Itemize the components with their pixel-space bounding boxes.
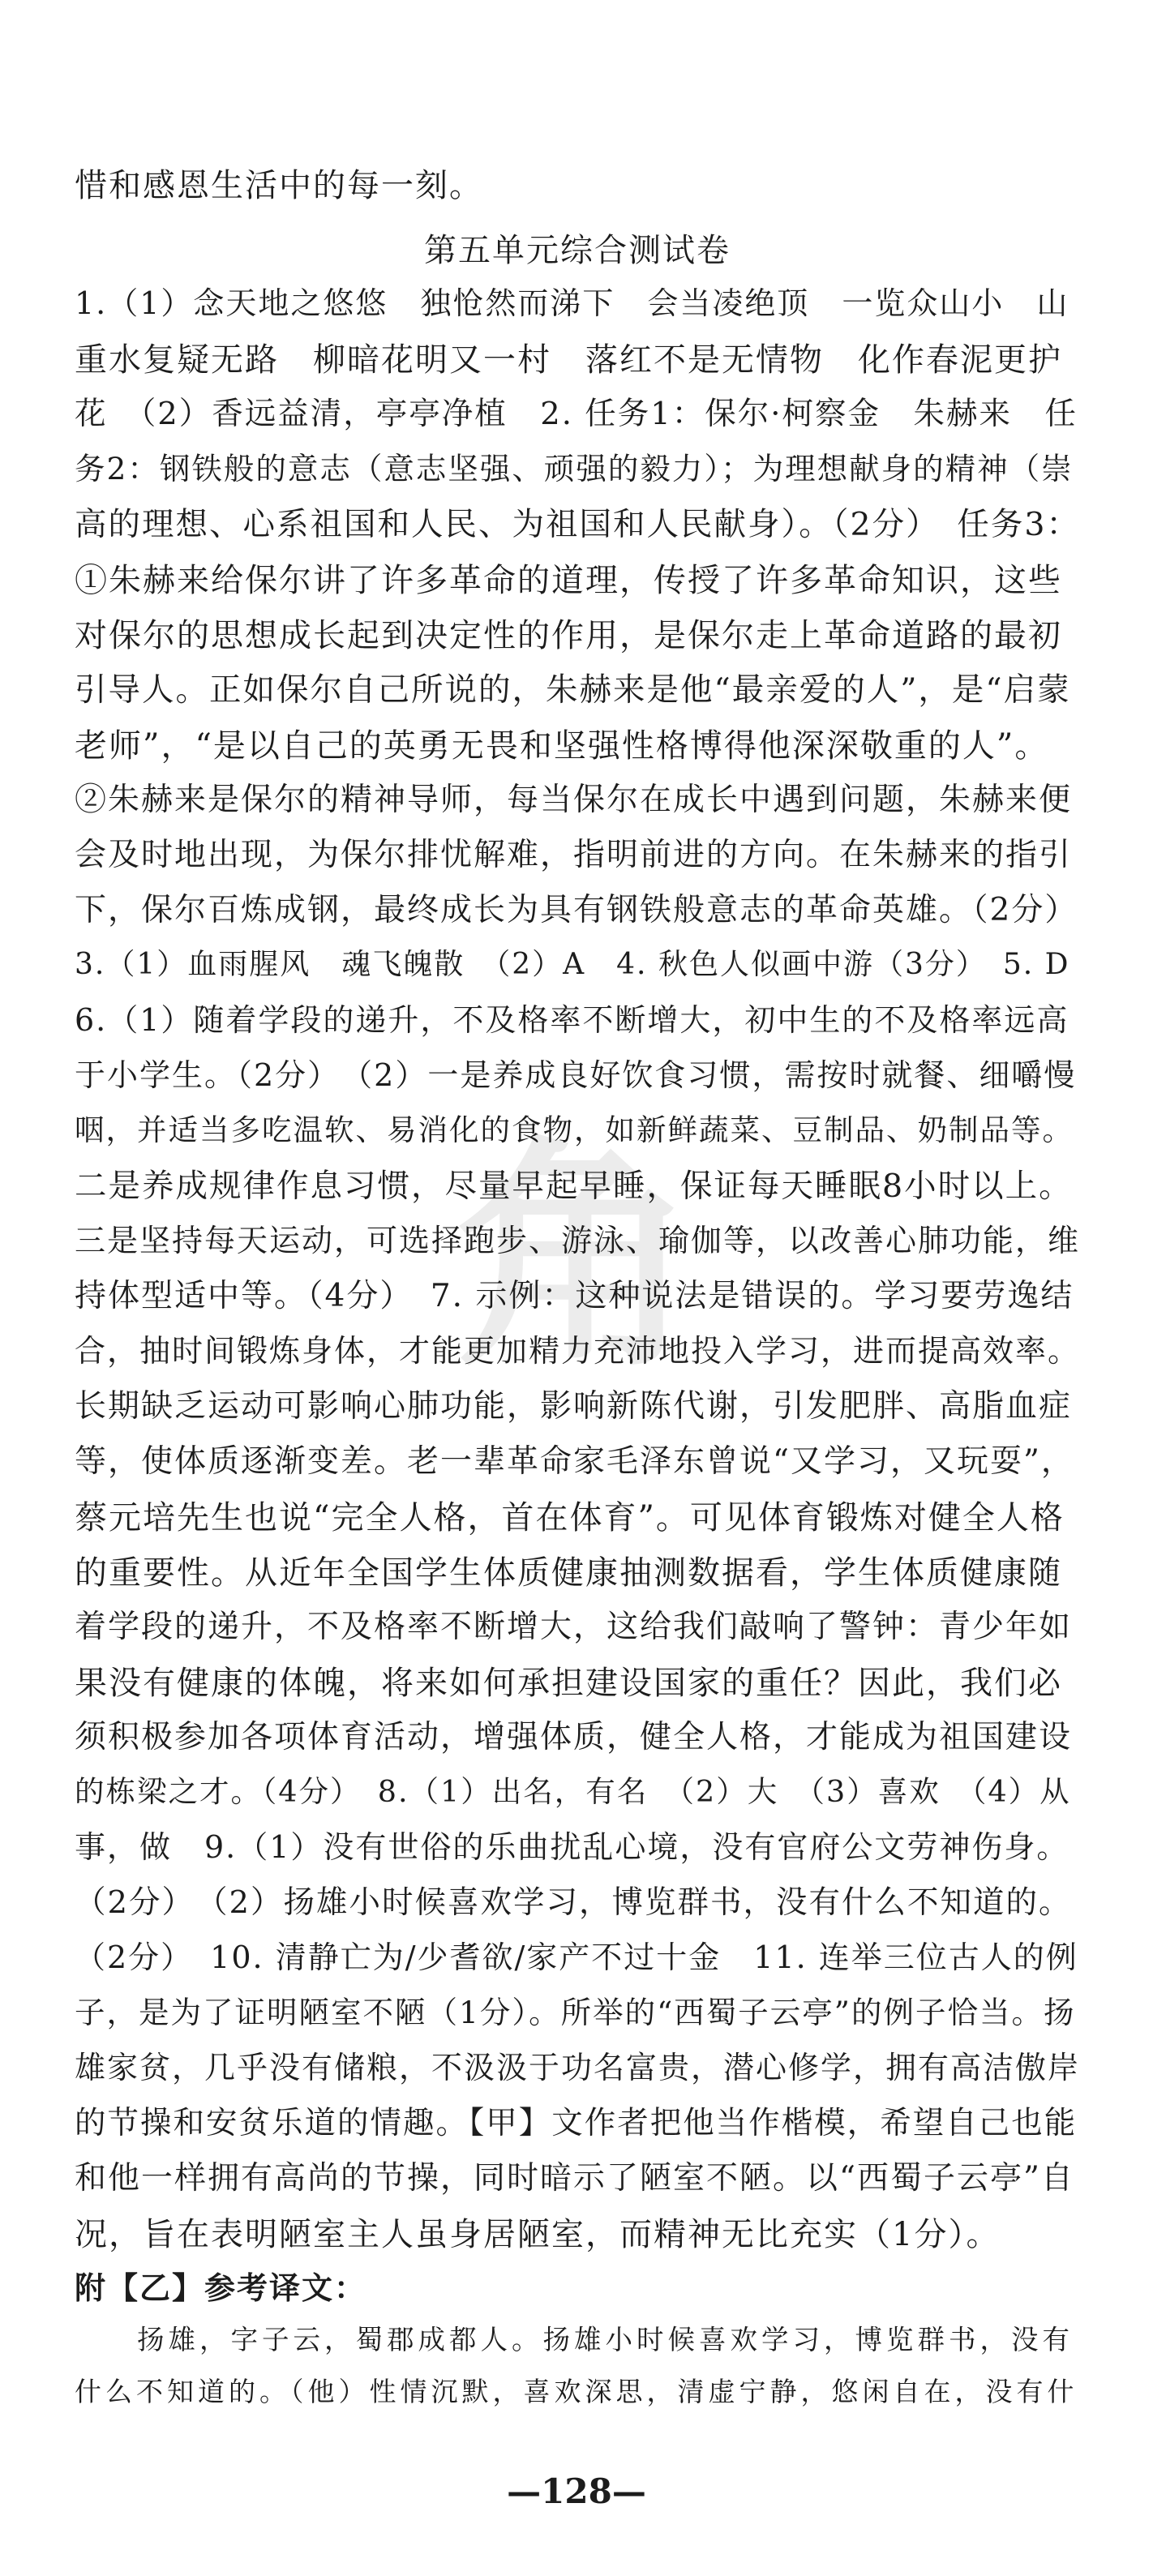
text-line: 须积极参加各项体育活动，增强体质，健全人格，才能成为祖国建设 xyxy=(75,1719,1073,1755)
text-line: 惜和感恩生活中的每一刻。 xyxy=(75,167,483,204)
text-line: 果没有健康的体魄，将来如何承担建设国家的重任？因此，我们必 xyxy=(75,1665,1062,1702)
text-line: 会及时地出现，为保尔排忧解难，指明前进的方向。在朱赫来的指引 xyxy=(75,837,1073,873)
translation-line: 什么不知道的。（他）性情沉默，喜欢深思，清虚宁静，悠闲自在，没有什 xyxy=(75,2376,1078,2407)
text-line: ②朱赫来是保尔的精神导师，每当保尔在成长中遇到问题，朱赫来便 xyxy=(75,782,1073,818)
text-line: 于小学生。（2分） （2）一是养成良好饮食习惯，需按时就餐、细嚼慢 xyxy=(75,1057,1077,1093)
text-line: 咽，并适当多吃温软、易消化的食物，如新鲜蔬菜、豆制品、奶制品等。 xyxy=(75,1112,1074,1147)
text-line: 和他一样拥有高尚的节操，同时暗示了陋室不陋。以“西蜀子云亭”自 xyxy=(75,2160,1074,2197)
appendix-heading: 附【乙】参考译文： xyxy=(75,2270,367,2306)
text-line: 等，使体质逐渐变差。老一辈革命家毛泽东曾说“又学习，又玩耍”， xyxy=(75,1443,1074,1480)
text-line: 对保尔的思想成长起到决定性的作用，是保尔走上革命道路的最初 xyxy=(75,617,1062,654)
text-line: 重水复疑无路 柳暗花明又一村 落红不是无情物 化作春泥更护 xyxy=(75,341,1062,379)
text-line: 持体型适中等。（4分） 7. 示例：这种说法是错误的。学习要劳逸结 xyxy=(75,1278,1074,1314)
text-line: 的栋梁之才。（4分） 8.（1）出名，有名 （2）大 （3）喜欢 （4）从 xyxy=(75,1774,1071,1809)
page-number: —128— xyxy=(507,2471,646,2511)
text-line: 6.（1）随着学段的递升，不及格率不断增大，初中生的不及格率远高 xyxy=(75,1002,1069,1038)
text-line: 3.（1）血雨腥风 魂飞魄散 （2）A 4. 秋色人似画中游（3分） 5. D xyxy=(75,948,1070,981)
text-line: 下，保尔百炼成钢，最终成长为具有钢铁般意志的革命英雄。（2分） xyxy=(75,892,1078,928)
text-line: 老师”，“是以自己的英勇无畏和坚强性格博得他深深敬重的人”。 xyxy=(75,727,1049,765)
text-line: 高的理想、心系祖国和人民、为祖国和人民献身）。（2分） 任务3： xyxy=(75,506,1081,543)
text-line: 三是坚持每天运动，可选择跑步、游泳、瑜伽等，以改善心肺功能，维 xyxy=(75,1223,1081,1258)
watermark: 角 xyxy=(454,1113,697,1399)
text-line: 子，是为了证明陋室不陋（1分）。所举的“西蜀子云亭”的例子恰当。扬 xyxy=(75,1995,1076,2030)
text-line: 的节操和安贫乐道的情趣。【甲】文作者把他当作楷模，希望自己也能 xyxy=(75,2105,1078,2141)
text-line: 二是养成规律作息习惯，尽量早起早睡，保证每天睡眠8小时以上。 xyxy=(75,1168,1073,1205)
text-line: 引导人。正如保尔自己所说的，朱赫来是他“最亲爱的人”，是“启蒙 xyxy=(75,671,1071,709)
text-line: 1.（1）念天地之悠悠 独怆然而涕下 会当凌绝顶 一览众山小 山 xyxy=(75,285,1069,321)
text-line: 务2：钢铁般的意志（意志坚强、顽强的毅力）；为理想献身的精神（崇 xyxy=(75,451,1074,486)
text-line: 事，做 9.（1）没有世俗的乐曲扰乱心境，没有官府公文劳神伤身。 xyxy=(75,1829,1069,1865)
text-line: 着学段的递升，不及格率不断增大，这给我们敲响了警钟：青少年如 xyxy=(75,1609,1073,1645)
text-line: 蔡元培先生也说“完全人格，首在体育”。可见体育锻炼对健全人格 xyxy=(75,1499,1065,1537)
text-line: 合，抽时间锻炼身体，才能更加精力充沛地投入学习，进而提高效率。 xyxy=(75,1333,1081,1369)
text-line: 花 （2）香远益清，亭亭净植 2. 任务1：保尔·柯察金 朱赫来 任 xyxy=(75,396,1078,432)
section-title: 第五单元综合测试卷 xyxy=(424,232,731,269)
text-line: （2分） （2）扬雄小时候喜欢学习，博览群书，没有什么不知道的。 xyxy=(75,1884,1072,1921)
text-line: （2分） 10. 清静亡为/少耆欲/家产不过十金 11. 连举三位古人的例 xyxy=(75,1940,1078,1975)
text-line: 长期缺乏运动可影响心肺功能，影响新陈代谢，引发肥胖、高脂血症 xyxy=(75,1388,1073,1425)
translation-line: 扬雄，字子云，蜀郡成都人。扬雄小时候喜欢学习，博览群书，没有 xyxy=(75,2324,1074,2355)
text-line: 的重要性。从近年全国学生体质健康抽测数据看，学生体质健康随 xyxy=(75,1554,1062,1592)
text-line: 况，旨在表明陋室主人虽身居陋室，而精神无比充实（1分）。 xyxy=(75,2216,1001,2253)
text-line: 雄家贫，几乎没有储粮，不汲汲于功名富贵，潜心修学，拥有高洁傲岸 xyxy=(75,2050,1081,2085)
text-line: ①朱赫来给保尔讲了许多革命的道理，传授了许多革命知识，这些 xyxy=(75,562,1062,599)
